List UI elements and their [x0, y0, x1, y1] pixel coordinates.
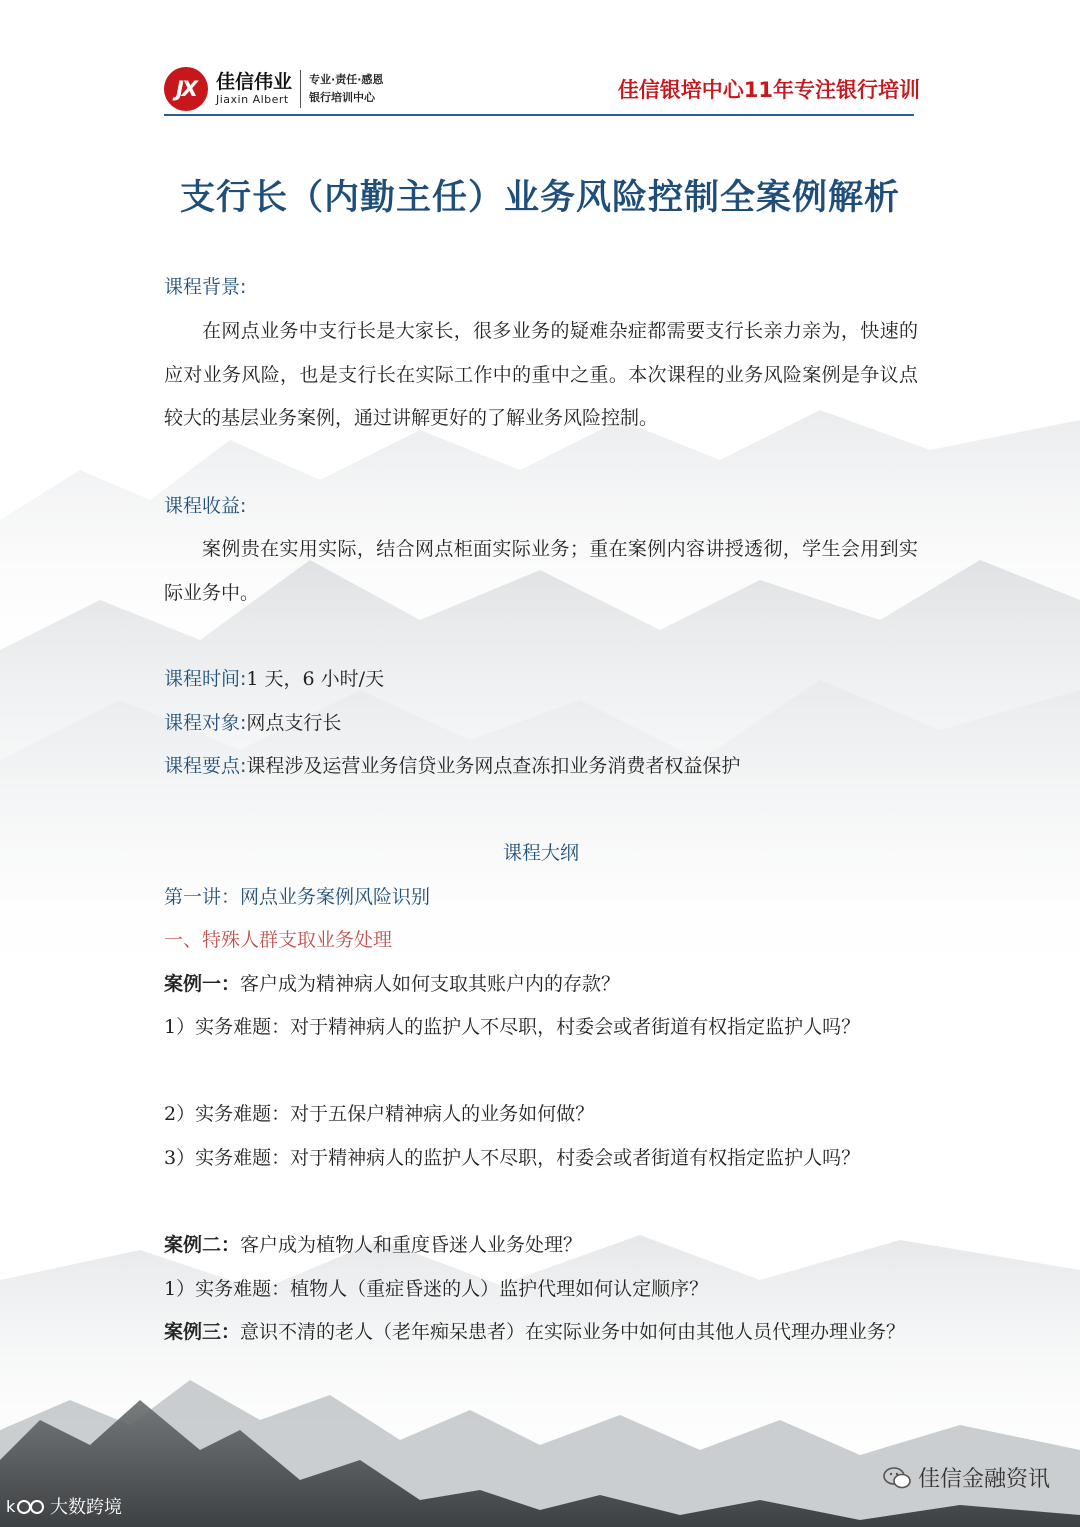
course-audience [164, 702, 918, 746]
header-slogan: 佳信银培中心11年专注银行培训 [617, 78, 920, 102]
background-body: 在网点业务中支行长是大家长，很多业务的疑难杂症都需要支行长亲力亲为，快速的应对业务风险，也是支行长在实际工作中的重中之重。本次课程的业务风险案例是争议点较大的基层业务案例，通过讲解更好的了解业务风险控制。 [164, 320, 918, 429]
audience-label: 课程对象: [164, 712, 247, 734]
background-heading: 课程背景: [164, 276, 247, 298]
brand-center: 银行培训中心 [309, 91, 376, 104]
time-value: 1 天，6 小时/天 [246, 668, 385, 690]
case-2 [164, 1224, 918, 1268]
question-1: 1）实务难题：对于精神病人的监护人不尽职，村委会或者街道有权指定监护人吗？ [164, 1016, 861, 1038]
wechat-watermark-text: 佳信金融资讯 [917, 1467, 1050, 1492]
logo-divider [300, 70, 301, 108]
audience-value: 网点支行长 [246, 712, 342, 734]
course-time [164, 658, 918, 702]
brand-name-en: Jiaxin Albert [216, 93, 289, 106]
watermark-logo-icon [6, 1495, 46, 1517]
source-watermark-text: 大数跨境 [50, 1497, 122, 1518]
benefits-body: 案例贵在实用实际，结合网点柜面实际业务；重在案例内容讲授透彻，学生会用到实际业务中。 [164, 538, 918, 604]
case-1 [164, 963, 918, 1007]
page-title: 支行长（内勤主任）业务风险控制全案例解析 [179, 178, 900, 218]
case-3 [164, 1311, 918, 1355]
question-2: 2）实务难题：对于五保户精神病人的业务如何做？ [164, 1103, 595, 1125]
points-label: 课程要点: [164, 755, 247, 777]
question-3: 3）实务难题：对于精神病人的监护人不尽职，村委会或者街道有权指定监护人吗？ [164, 1147, 861, 1169]
question-4: 1）实务难题：植物人（重症昏迷的人）监护代理如何认定顺序？ [164, 1278, 709, 1300]
points-value: 课程涉及运营业务信贷业务网点查冻扣业务消费者权益保护 [246, 755, 741, 777]
course-points [164, 745, 918, 789]
section-title: 一、特殊人群支取业务处理 [164, 929, 393, 951]
case-2-text: 客户成为植物人和重度昏迷人业务处理？ [240, 1234, 583, 1256]
background-section [164, 310, 918, 441]
logo-mark: JX [164, 67, 208, 111]
benefits-section [164, 528, 918, 615]
case-1-label: 案例一： [164, 973, 241, 995]
wechat-icon [882, 1465, 912, 1491]
case-3-text: 意识不清的老人（老年痴呆患者）在实际业务中如何由其他人员代理办理业务？ [240, 1321, 906, 1343]
brand-name-cn: 佳信伟业 [216, 71, 293, 93]
outline-heading: 课程大纲 [502, 842, 579, 864]
brand-tags [309, 71, 383, 107]
brand-tagline: 专业·责任·感恩 [309, 73, 384, 86]
brand-logo [164, 64, 383, 114]
source-watermark [6, 1493, 122, 1519]
header-divider [164, 114, 914, 116]
svg-text:k: k [6, 1497, 16, 1516]
time-label: 课程时间: [164, 668, 247, 690]
benefits-heading: 课程收益: [164, 495, 247, 517]
brand-names [216, 71, 292, 107]
wechat-watermark [882, 1462, 1050, 1493]
case-2-label: 案例二： [164, 1234, 241, 1256]
case-1-text: 客户成为精神病人如何支取其账户内的存款？ [240, 973, 621, 995]
case-3-label: 案例三： [164, 1321, 241, 1343]
lecture-title: 第一讲：网点业务案例风险识别 [164, 886, 431, 908]
